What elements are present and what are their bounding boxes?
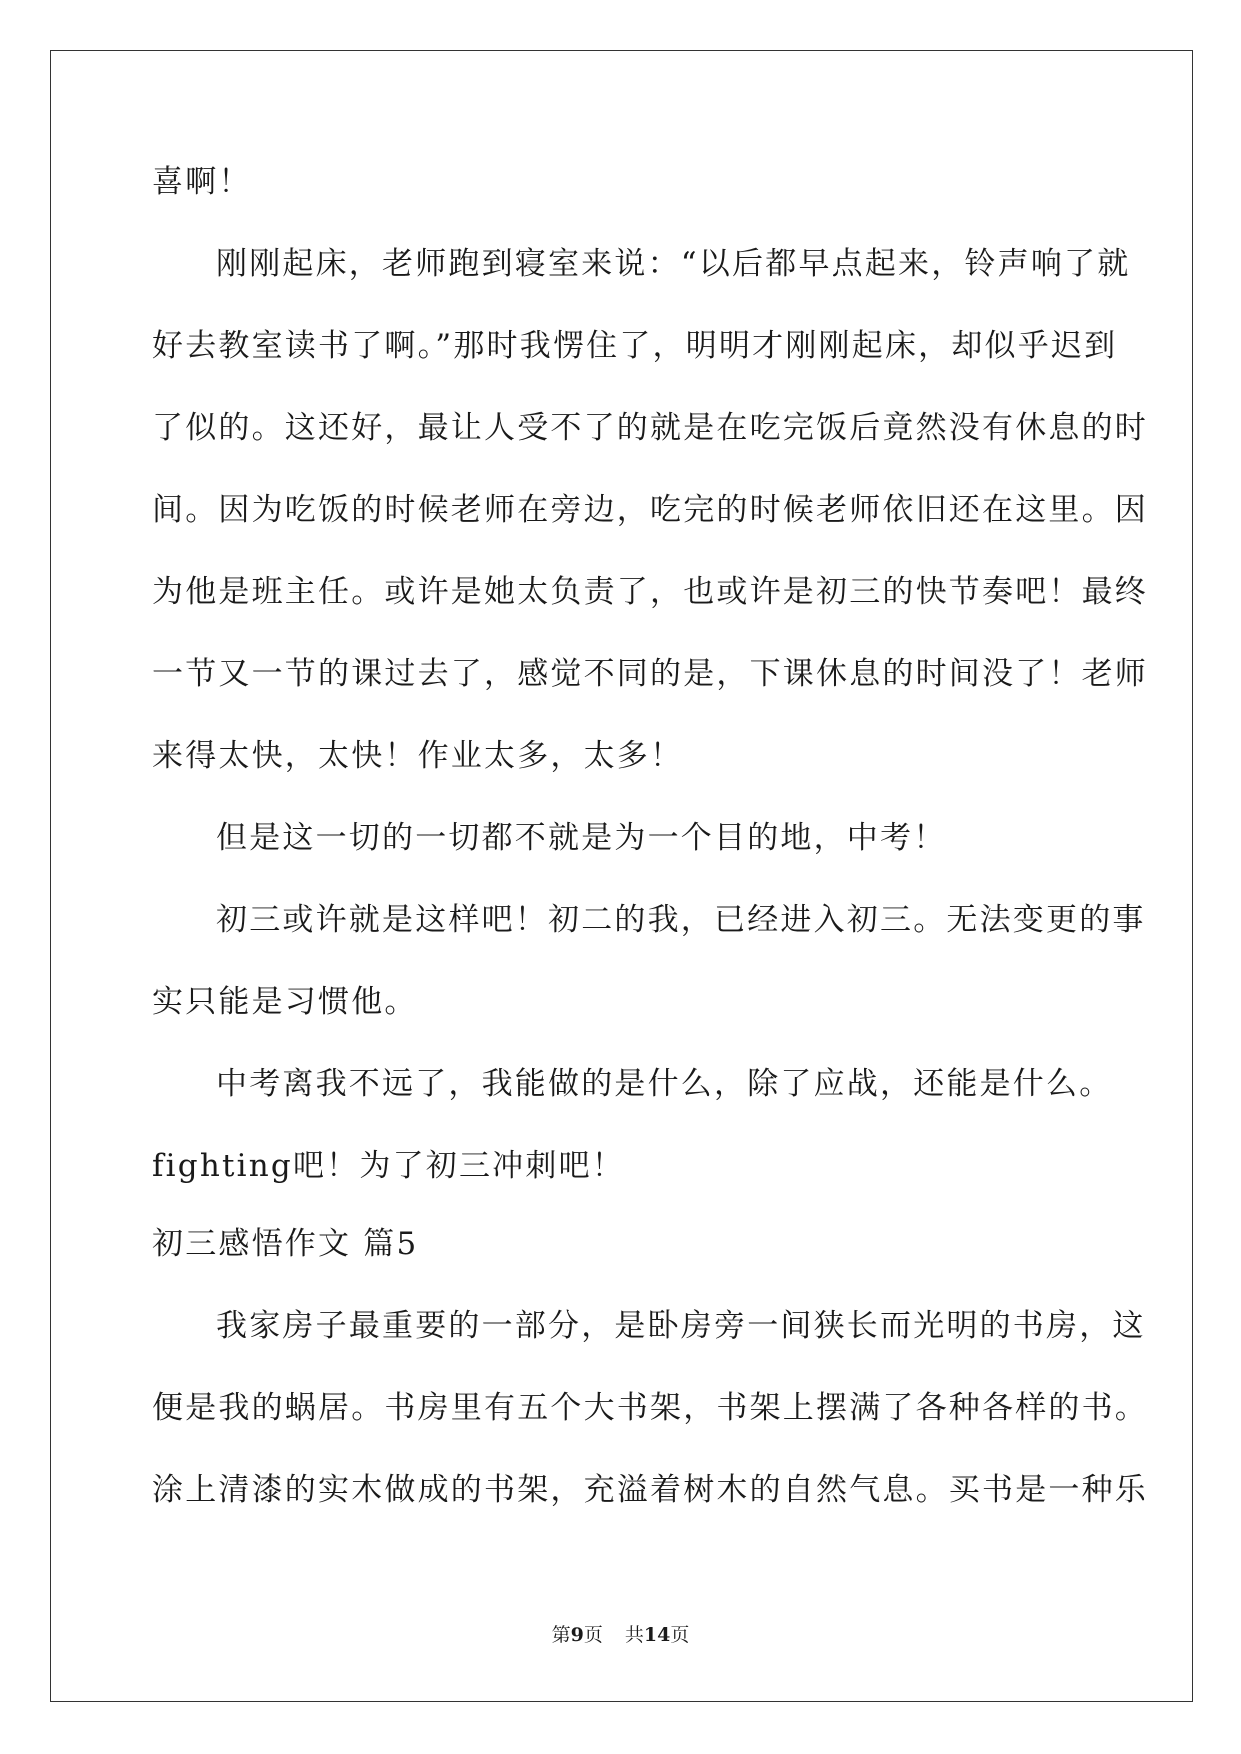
total-suffix: 页	[670, 1624, 690, 1646]
total-prefix: 共	[624, 1624, 644, 1646]
paragraph-start: 我家房子最重要的一部分，是卧房旁一间狭长而光明的书房，这	[216, 1308, 1146, 1344]
text-line: 间。因为吃饭的时候老师在旁边，吃完的时候老师依旧还在这里。因	[152, 492, 1148, 528]
text-line: 了似的。这还好，最让人受不了的就是在吃完饭后竟然没有休息的时	[152, 410, 1148, 446]
paragraph-start: 中考离我不远了，我能做的是什么，除了应战，还能是什么。	[216, 1066, 1113, 1102]
text-line: 实只能是习惯他。	[152, 984, 418, 1020]
page-footer	[0, 1620, 1241, 1647]
page-prefix: 第	[551, 1624, 571, 1646]
page-total: 14	[643, 1624, 671, 1646]
text-line: 一节又一节的课过去了，感觉不同的是，下课休息的时间没了！老师	[152, 656, 1148, 692]
text-line: 喜啊！	[152, 164, 252, 200]
page-current: 9	[570, 1624, 584, 1646]
text-line: fighting吧！为了初三冲刺吧！	[152, 1148, 625, 1184]
text-line: 好去教室读书了啊。”那时我愣住了，明明才刚刚起床，却似乎迟到	[152, 328, 1118, 364]
text-line: 涂上清漆的实木做成的书架，充溢着树木的自然气息。买书是一种乐	[152, 1472, 1148, 1508]
text-line: 便是我的蜗居。书房里有五个大书架，书架上摆满了各种各样的书。	[152, 1390, 1148, 1426]
paragraph-start: 刚刚起床，老师跑到寝室来说：“以后都早点起来，铃声响了就	[216, 246, 1131, 282]
page-border	[50, 50, 1193, 1702]
paragraph-start: 但是这一切的一切都不就是为一个目的地，中考！	[216, 820, 947, 856]
text-line: 为他是班主任。或许是她太负责了，也或许是初三的快节奏吧！最终	[152, 574, 1148, 610]
page-suffix: 页	[583, 1624, 603, 1646]
section-heading: 初三感悟作文 篇5	[152, 1226, 419, 1262]
text-line: 来得太快，太快！作业太多，太多！	[152, 738, 684, 774]
paragraph-start: 初三或许就是这样吧！初二的我，已经进入初三。无法变更的事	[216, 902, 1146, 938]
